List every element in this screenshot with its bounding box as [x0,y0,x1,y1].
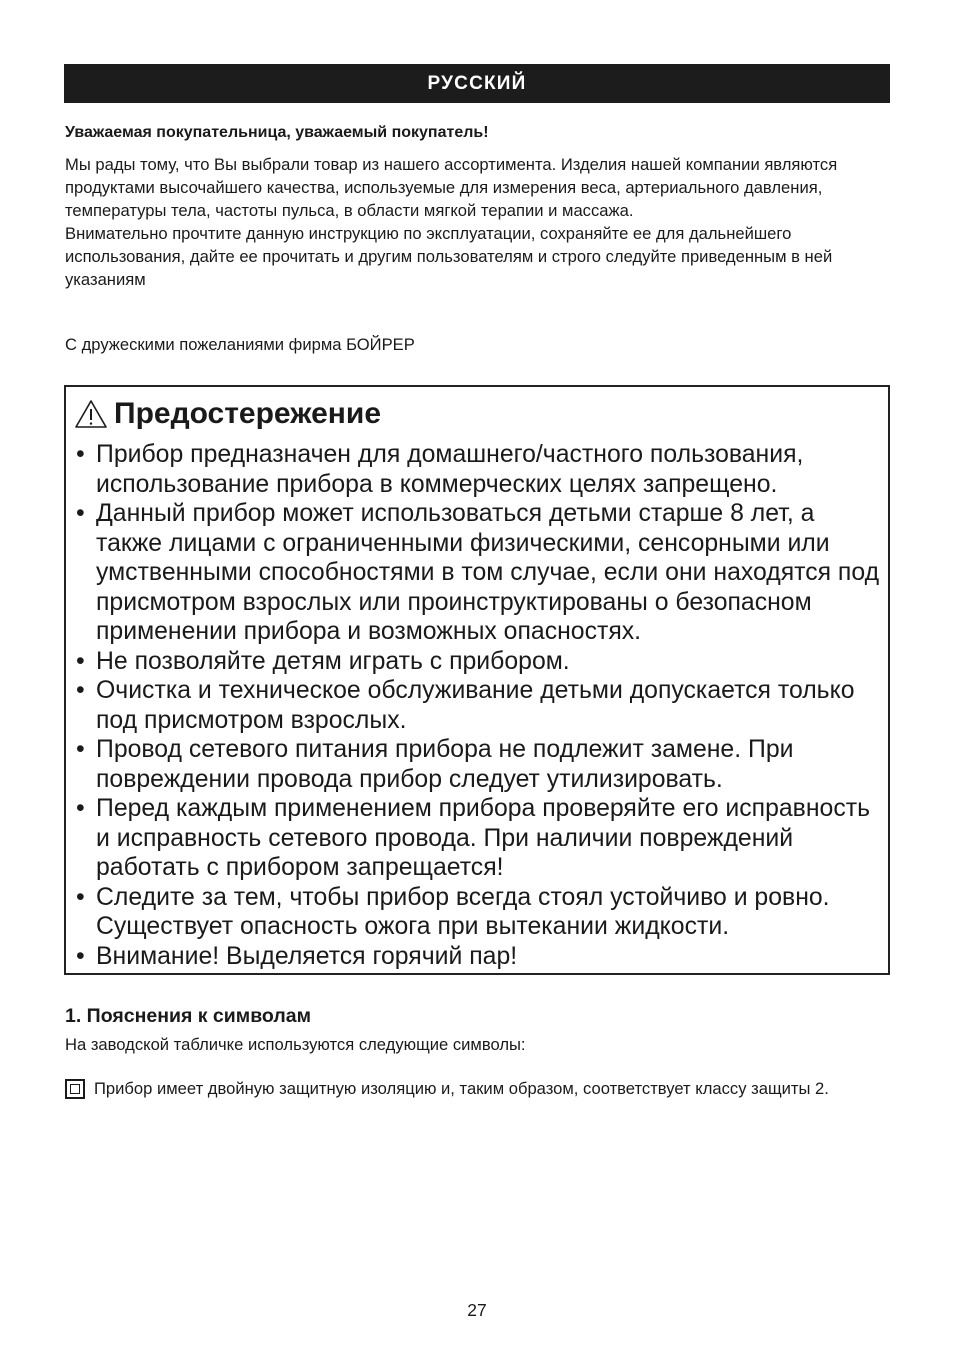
warning-item-text: Внимание! Выделяется горячий пар! [96,942,518,970]
bullet-marker: • [76,647,85,675]
bullet-marker: • [76,677,85,704]
warning-item-text: Провод сетевого питания прибора не подлежит замене. При повреждении провода прибор следует утилизировать. [96,736,794,793]
warning-item-text: Прибор предназначен для домашнего/частного пользования, использование прибора в коммерческих целях запрещено. [96,441,804,498]
bullet-marker: • [76,883,85,911]
warning-item [76,499,886,647]
bullet-marker: • [76,441,85,468]
warning-list [76,440,886,971]
warning-item [76,883,886,942]
warning-item [76,794,886,883]
symbol-explanation [65,1077,865,1100]
section-description: На заводской табличке используются следующие символы: [65,1035,526,1054]
warning-item-text: Перед каждым применением прибора проверяйте его исправность и исправность сетевого провода. При наличии повреждений работать с прибором запрещается! [96,795,871,881]
greeting-heading: Уважаемая покупательница, уважаемый покупатель! [65,124,489,141]
bullet-marker: • [76,942,85,970]
warning-heading [74,397,381,431]
intro-text [65,153,895,291]
warning-item-text: Данный прибор может использоваться детьми старше 8 лет, а также лицами с ограниченными физическими, сенсорными или умственными способностями в том случае, если они находятся под присмотром взрослых или проинструктированы о безопасном применении прибора и возможных опасностях. [96,500,880,645]
language-header [64,64,890,103]
warning-item-text: Очистка и техническое обслуживание детьми допускается только под присмотром взрослых. [96,677,855,734]
intro-paragraph: Внимательно прочтите данную инструкцию по эксплуатации, сохраняйте ее для дальнейшего использования, дайте ее прочитать и другим пользователям и строго следуйте приведенным в ней указаниям [65,224,833,289]
signoff-text: С дружескими пожеланиями фирма БОЙРЕР [65,335,415,354]
bullet-marker: • [76,500,85,527]
warning-box [64,385,890,975]
warning-item [76,440,886,499]
protection-class-2-icon [65,1079,85,1099]
warning-item [76,676,886,735]
warning-item [76,647,886,677]
warning-title: Предостережение [114,397,382,430]
warning-item [76,942,886,972]
section-heading: 1. Пояснения к символам [65,1005,312,1027]
warning-triangle-icon [74,399,108,429]
language-label: РУССКИЙ [427,72,527,94]
warning-item [76,735,886,794]
page-number: 27 [467,1300,487,1320]
warning-item-text: Следите за тем, чтобы прибор всегда стоял устойчиво и ровно. Существует опасность ожога при вытекании жидкости. [96,883,830,940]
warning-item-text: Не позволяйте детям играть с прибором. [96,647,570,675]
bullet-marker: • [76,736,85,763]
intro-paragraph: Мы рады тому, что Вы выбрали товар из нашего ассортимента. Изделия нашей компании являются продуктами высочайшего качества, используемые для измерения веса, артериального давления, температуры тела, частоты пульса, в области мягкой терапии и массажа. [65,155,838,220]
bullet-marker: • [76,795,85,822]
symbol-description: Прибор имеет двойную защитную изоляцию и, таким образом, соответствует классу защиты 2. [94,1079,829,1098]
